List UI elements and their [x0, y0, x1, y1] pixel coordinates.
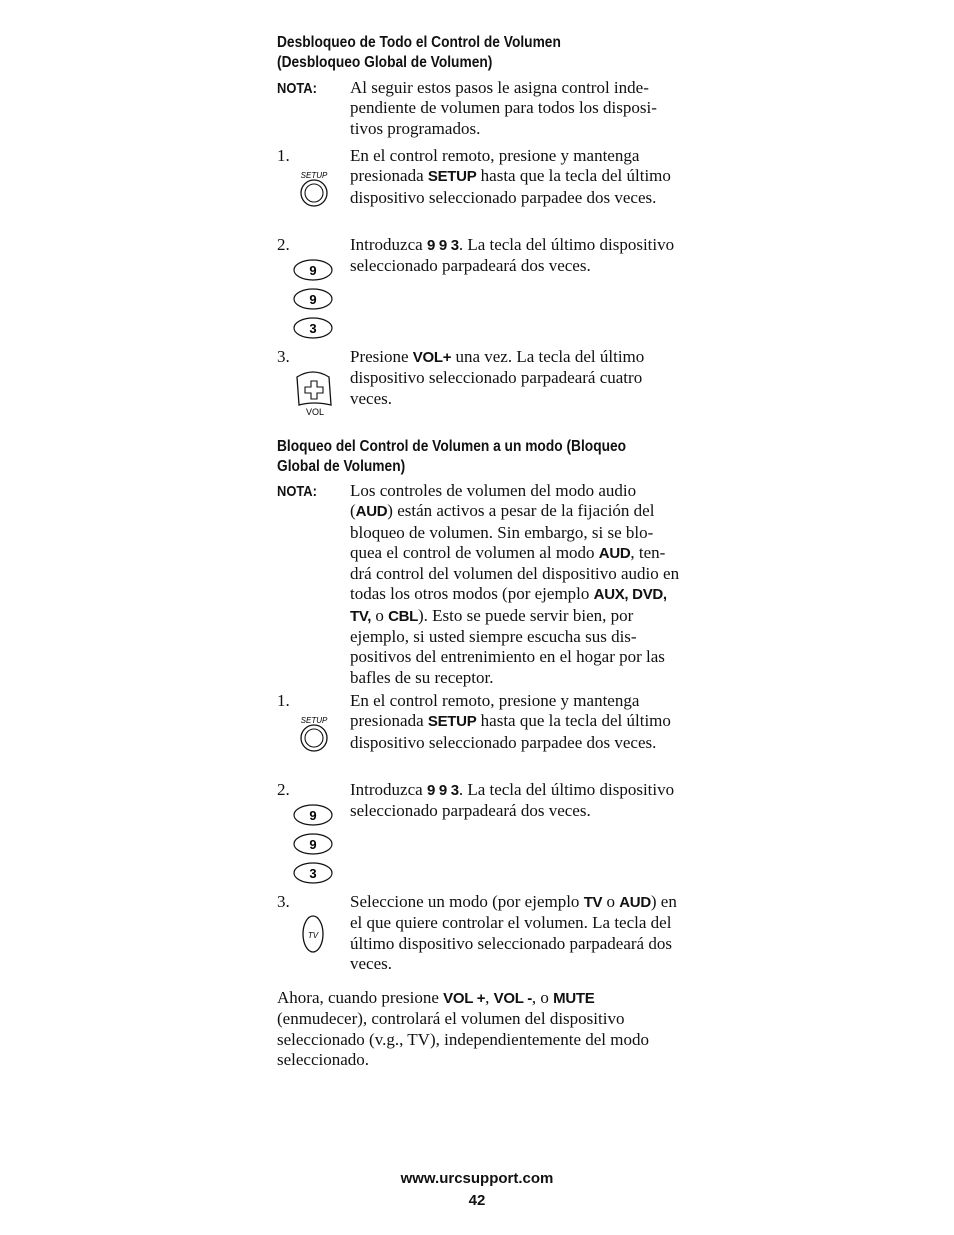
svg-text:3: 3: [309, 321, 317, 336]
setup-key-name: SETUP: [427, 168, 477, 186]
svg-text:3: 3: [309, 866, 317, 881]
section1-step2-text: Introduzca 9 9 3. La tecla del último dispositivo seleccionado parpadeará dos veces.: [350, 235, 675, 276]
vol-plus-key-icon: [293, 369, 335, 419]
setup-key-icon-label: SETUP: [300, 171, 328, 180]
section2-note-label: NOTA:: [277, 483, 317, 500]
section2-note-text: Los controles de volumen del modo audio (AUD) están activos a pesar de la fijación del bloqueo de volumen. Sin embargo, si se blo-quea el control de volumen al modo AUD, ten-drá control del volumen del dispositivo audio en todas los otros modos (por ejemplo AUX, DVD, TV, o CBL). Esto se puede servir bien, por ejemplo, si usted siempre escucha sus dis-positivos del entrenimiento en el hogar por las bafles de su receptor.: [350, 481, 680, 687]
page-footer: [0, 1168, 954, 1212]
section1-step2-number: 2.: [277, 235, 290, 254]
section1-title: [277, 33, 673, 73]
section1-step1-text: En el control remoto, presione y mantenga presionada SETUP hasta que la tecla del último dispositivo seleccionado parpadee dos veces.: [350, 146, 671, 207]
section1-title-line1: Desbloqueo de Todo el Control de Volumen: [277, 34, 561, 51]
tv-key-name: TV: [583, 894, 603, 911]
section1-step1-number: 1.: [277, 146, 290, 165]
svg-text:VOL: VOL: [305, 407, 325, 417]
tv-key-icon: [299, 914, 327, 956]
digit-sequence: 9 9 3: [426, 782, 459, 799]
svg-text:SETUP: SETUP: [300, 716, 328, 725]
footer-url[interactable]: www.urcsupport.com: [400, 1170, 554, 1187]
section2-title-line2: Global de Volumen): [277, 458, 406, 475]
svg-text:9: 9: [309, 292, 317, 307]
setup-key-icon: [296, 712, 332, 754]
section2-title-line1: Bloqueo del Control de Volumen a un modo (Bloqueo: [277, 438, 627, 455]
setup-key-name: SETUP: [427, 713, 477, 731]
section1-note-label: NOTA:: [277, 80, 317, 97]
page-number: 42: [468, 1192, 486, 1209]
section2-step1-number: 1.: [277, 691, 290, 710]
digit-sequence: 9 9 3: [426, 237, 459, 254]
section2-step2-text: Introduzca 9 9 3. La tecla del último dispositivo seleccionado parpadeará dos veces.: [350, 780, 675, 821]
setup-key-icon: [296, 167, 332, 209]
section2-title: [277, 437, 673, 477]
section2-step2-number: 2.: [277, 780, 290, 799]
svg-text:9: 9: [309, 808, 317, 823]
section1-note-text: Al seguir estos pasos le asigna control inde-pendiente de volumen para todos los disposi-tivos programados.: [350, 78, 657, 138]
section2-step3-text: Seleccione un modo (por ejemplo TV o AUD) en el que quiere controlar el volumen. La tecla del último dispositivo seleccionado parpadeará dos veces.: [350, 892, 677, 973]
svg-text:TV: TV: [307, 931, 319, 940]
section2-step1-text: En el control remoto, presione y mantenga presionada SETUP hasta que la tecla del último dispositivo seleccionado parpadee dos veces.: [350, 691, 671, 752]
vol-plus-key-name: VOL+: [412, 349, 452, 366]
section1-step3-number: 3.: [277, 347, 290, 366]
svg-text:9: 9: [309, 837, 317, 852]
section2-step3-number: 3.: [277, 892, 290, 911]
digit-keys-993-icon: [292, 258, 334, 342]
svg-text:9: 9: [309, 263, 317, 278]
digit-keys-993-icon: [292, 803, 334, 887]
closing-paragraph: Ahora, cuando presione VOL +, VOL -, o MUTE (enmudecer), controlará el volumen del dispositivo seleccionado (v.g., TV), independientemente del modo seleccionado.: [277, 988, 649, 1069]
section1-step3-text: Presione VOL+ una vez. La tecla del último dispositivo seleccionado parpadeará cuatro veces.: [350, 347, 645, 408]
aud-key-name: AUD: [619, 894, 651, 911]
section1-title-line2: (Desbloqueo Global de Volumen): [277, 54, 493, 71]
